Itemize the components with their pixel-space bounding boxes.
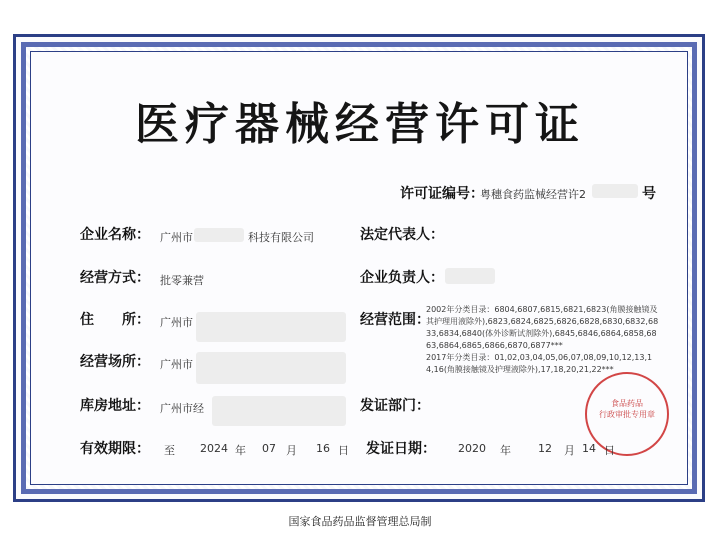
- validity-label: 有效期限：: [80, 441, 150, 457]
- company-name-value-end: 科技有限公司: [248, 231, 314, 244]
- person-in-charge-label: 企业负责人：: [360, 270, 444, 286]
- business-scope-text: 2002年分类目录：6804,6807,6815,6821,6823(角膜接触镜及 其护理用液除外),6823,6824,6825,6826,6828,6830,6832,68 33,6834,6840(体外诊断试剂除外),6845,6846,6864,6858,68 63,6864,6865,6866,6870,6877*** 2017年分类目录：01,02,03,04,05,06,07,08,09,10,12,13,1 4,16(角膜接触镜及护理液除外),17,18,20,21,22***: [426, 305, 659, 374]
- issue-date-label: 发证日期：: [366, 441, 436, 457]
- footer-issuer: 国家食品药品监督管理总局制: [288, 515, 432, 528]
- premises-label: 经营场所：: [80, 354, 150, 370]
- redaction: [212, 396, 346, 426]
- issue-date-month: 12: [538, 442, 552, 455]
- issue-date-month-unit: 月: [564, 444, 575, 457]
- warehouse-label: 库房地址：: [80, 398, 150, 414]
- company-name-label: 企业名称：: [80, 227, 150, 243]
- license-number-label: 许可证编号：: [400, 186, 484, 202]
- issue-date-day-unit: 日: [604, 444, 615, 457]
- validity-year: 2024: [200, 442, 228, 455]
- validity-day: 16: [316, 442, 330, 455]
- issue-date-year: 2020: [458, 442, 486, 455]
- redaction: [194, 228, 244, 242]
- validity-month: 07: [262, 442, 276, 455]
- company-name-value-start: 广州市: [160, 231, 193, 244]
- residence-label: 住 所：: [80, 312, 150, 328]
- issue-date-year-unit: 年: [500, 444, 511, 457]
- legal-representative-label: 法定代表人：: [360, 227, 444, 243]
- premises-value: 广州市: [160, 358, 193, 371]
- validity-day-unit: 日: [338, 444, 349, 457]
- redaction: [445, 268, 495, 284]
- issuing-authority-label: 发证部门：: [360, 398, 430, 414]
- license-number-value: 粤穗食药监械经营许2: [480, 188, 586, 201]
- warehouse-value: 广州市经: [160, 402, 204, 415]
- official-seal: [585, 372, 669, 456]
- business-mode-label: 经营方式：: [80, 270, 150, 286]
- redaction: [196, 352, 346, 384]
- validity-year-unit: 年: [235, 444, 246, 457]
- certificate-title: 医疗器械经营许可证: [135, 99, 585, 150]
- business-mode-value: 批零兼营: [160, 274, 204, 287]
- business-scope-label: 经营范围：: [360, 312, 430, 328]
- license-number-suffix: 号: [642, 186, 656, 202]
- issue-date-day: 14: [582, 442, 596, 455]
- residence-value: 广州市: [160, 316, 193, 329]
- redaction: [196, 312, 346, 342]
- validity-month-unit: 月: [286, 444, 297, 457]
- validity-prefix: 至: [164, 444, 175, 457]
- redaction: [592, 184, 638, 198]
- seal-text: 食品药品 行政审批专用章: [599, 399, 655, 419]
